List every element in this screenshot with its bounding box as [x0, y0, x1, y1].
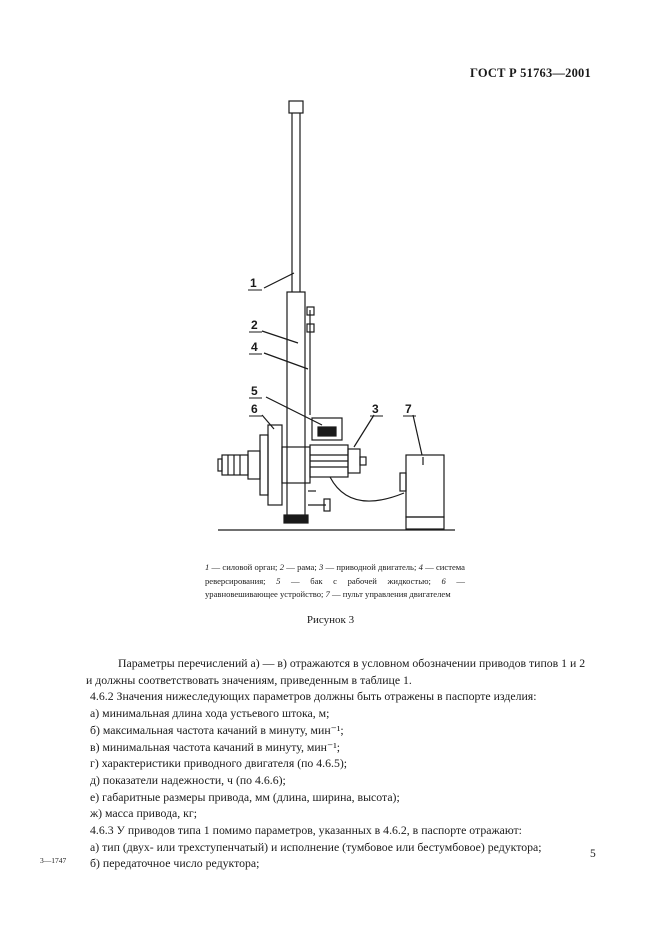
- motor-shaft: [360, 457, 366, 465]
- paragraph-line: 4.6.2 Значения нижеследующих параметров должны быть отражены в паспорте изделия:: [90, 689, 537, 704]
- list-item: д) показатели надежности, ч (по 4.6.6);: [90, 772, 286, 787]
- base-plate: [284, 515, 308, 523]
- figure-3-drawing: [200, 95, 470, 540]
- figure-title: Рисунок 3: [306, 614, 355, 626]
- balancer-hub: [260, 435, 268, 495]
- label-1: 1: [250, 276, 257, 290]
- label-3: 3: [372, 402, 379, 416]
- paragraph-line: и должны соответствовать значениям, приведенным в таблице 1.: [86, 672, 412, 687]
- label-7: 7: [405, 402, 412, 416]
- list-item: е) габаритные размеры привода, мм (длина, ширина, высота);: [90, 789, 400, 804]
- list-item: б) передаточное число редуктора;: [90, 856, 260, 871]
- list-item: а) тип (двух- или трехступенчатый) и исполнение (тумбовое или бестумбовое) редуктора;: [90, 839, 542, 854]
- label-5: 5: [251, 384, 258, 398]
- footer-code: 3—1747: [40, 856, 67, 865]
- list-item: ж) масса привода, кг;: [90, 806, 198, 821]
- list-item: б) максимальная частота качаний в минуту, мин⁻¹;: [90, 722, 344, 737]
- label-4: 4: [251, 340, 258, 354]
- control-panel-connector: [400, 473, 406, 491]
- body-text: [86, 655, 596, 872]
- control-panel-base: [406, 517, 444, 529]
- document-code: ГОСТ Р 51763—2001: [470, 66, 591, 80]
- motor-endcap: [348, 449, 360, 473]
- tank-fill: [318, 427, 336, 436]
- label-2: 2: [251, 318, 258, 332]
- balancer-motor: [222, 455, 248, 475]
- list-item: в) минимальная частота качаний в минуту, мин⁻¹;: [90, 739, 341, 754]
- list-item: г) характеристики приводного двигателя (по 4.6.5);: [90, 756, 348, 771]
- paragraph-line: 4.6.3 У приводов типа 1 помимо параметров, указанных в 4.6.2, в паспорте отражают:: [90, 823, 522, 838]
- rod-cap: [289, 101, 303, 113]
- page-number: 5: [590, 848, 596, 860]
- figure-caption: 1 — силовой орган; 2 — рама; 3 — приводной двигатель; 4 — система реверсирования; 5 — бак с рабочей жидкостью; 6 — уравновешивающее устройство; 7 — пульт управления двигателем: [205, 562, 465, 599]
- balancer-flange: [248, 451, 260, 479]
- paragraph-line: Параметры перечислений а) — в) отражаются в условном обозначении приводов типов 1 и 2: [118, 656, 586, 670]
- label-6: 6: [251, 402, 258, 416]
- balancer-disc: [268, 425, 282, 505]
- cable: [330, 477, 404, 501]
- list-item: а) минимальная длина хода устьевого штока, м;: [90, 706, 330, 721]
- control-panel: [406, 455, 444, 517]
